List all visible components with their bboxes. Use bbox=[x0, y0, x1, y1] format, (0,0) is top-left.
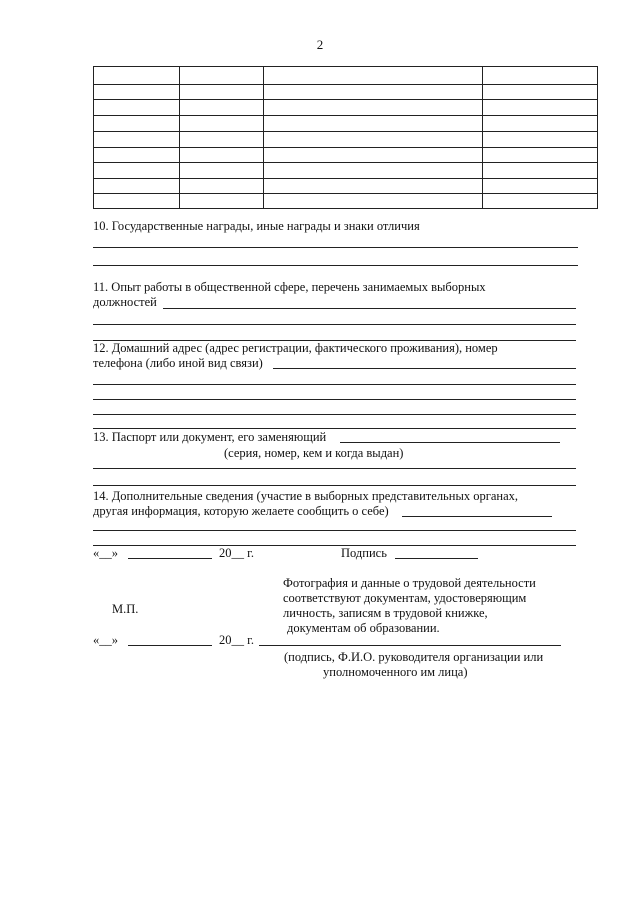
signature-line[interactable] bbox=[395, 558, 478, 559]
date-month-line[interactable] bbox=[128, 558, 212, 559]
section-10-title: 10. Государственные награды, иные награды и знаки отличия bbox=[93, 219, 420, 233]
passport-field-line[interactable] bbox=[340, 442, 560, 443]
cert-date-day-field[interactable]: «__» bbox=[93, 633, 118, 647]
section-11-line2: должностей bbox=[93, 295, 157, 309]
page-number: 2 bbox=[316, 37, 324, 52]
answer-line[interactable] bbox=[93, 324, 576, 325]
signer-caption-line2: уполномоченного им лица) bbox=[323, 665, 468, 679]
answer-line[interactable] bbox=[402, 516, 552, 517]
answer-line[interactable] bbox=[93, 468, 576, 469]
section-14-line1: 14. Дополнительные сведения (участие в выборных представительных органах, bbox=[93, 489, 519, 503]
stamp-label: М.П. bbox=[112, 602, 139, 616]
work-history-table bbox=[93, 66, 598, 209]
section-13-hint: (серия, номер, кем и когда выдан) bbox=[224, 446, 404, 460]
table-row-divider bbox=[94, 193, 597, 194]
date-day-field[interactable]: «__» bbox=[93, 546, 118, 560]
answer-line[interactable] bbox=[93, 265, 578, 266]
table-column-divider bbox=[179, 67, 180, 208]
table-row-divider bbox=[94, 178, 597, 179]
signature-label: Подпись bbox=[341, 546, 387, 560]
table-row-divider bbox=[94, 162, 597, 163]
answer-line[interactable] bbox=[163, 308, 576, 309]
cert-date-year-field[interactable]: 20__ г. bbox=[219, 633, 254, 647]
table-column-divider bbox=[482, 67, 483, 208]
table-row-divider bbox=[94, 84, 597, 85]
cert-date-month-line[interactable] bbox=[128, 645, 212, 646]
table-row-divider bbox=[94, 147, 597, 148]
section-14-line2: другая информация, которую желаете сообщить о себе) bbox=[93, 504, 389, 518]
manager-signature-line[interactable] bbox=[259, 645, 561, 646]
table-row-divider bbox=[94, 99, 597, 100]
certification-line-3: личность, записям в трудовой книжке, bbox=[283, 606, 488, 620]
answer-line[interactable] bbox=[93, 485, 576, 486]
answer-line[interactable] bbox=[93, 545, 576, 546]
table-row-divider bbox=[94, 131, 597, 132]
section-12-line2: телефона (либо иной вид связи) bbox=[93, 356, 263, 370]
certification-line-2: соответствуют документам, удостоверяющим bbox=[283, 591, 527, 605]
section-12-line1: 12. Домашний адрес (адрес регистрации, фактического проживания), номер bbox=[93, 341, 498, 355]
answer-line[interactable] bbox=[93, 428, 576, 429]
signer-caption-line1: (подпись, Ф.И.О. руководителя организации или bbox=[284, 650, 544, 664]
certification-line-4: документам об образовании. bbox=[287, 621, 440, 635]
answer-line[interactable] bbox=[93, 414, 576, 415]
table-row-divider bbox=[94, 115, 597, 116]
section-13-title: 13. Паспорт или документ, его заменяющий bbox=[93, 430, 327, 444]
table-column-divider bbox=[263, 67, 264, 208]
section-11-line1: 11. Опыт работы в общественной сфере, перечень занимаемых выборных bbox=[93, 280, 486, 294]
answer-line[interactable] bbox=[93, 530, 576, 531]
answer-line[interactable] bbox=[93, 399, 576, 400]
certification-line-1: Фотография и данные о трудовой деятельности bbox=[283, 576, 536, 590]
answer-line[interactable] bbox=[273, 368, 576, 369]
answer-line[interactable] bbox=[93, 247, 578, 248]
answer-line[interactable] bbox=[93, 384, 576, 385]
date-year-field[interactable]: 20__ г. bbox=[219, 546, 254, 560]
